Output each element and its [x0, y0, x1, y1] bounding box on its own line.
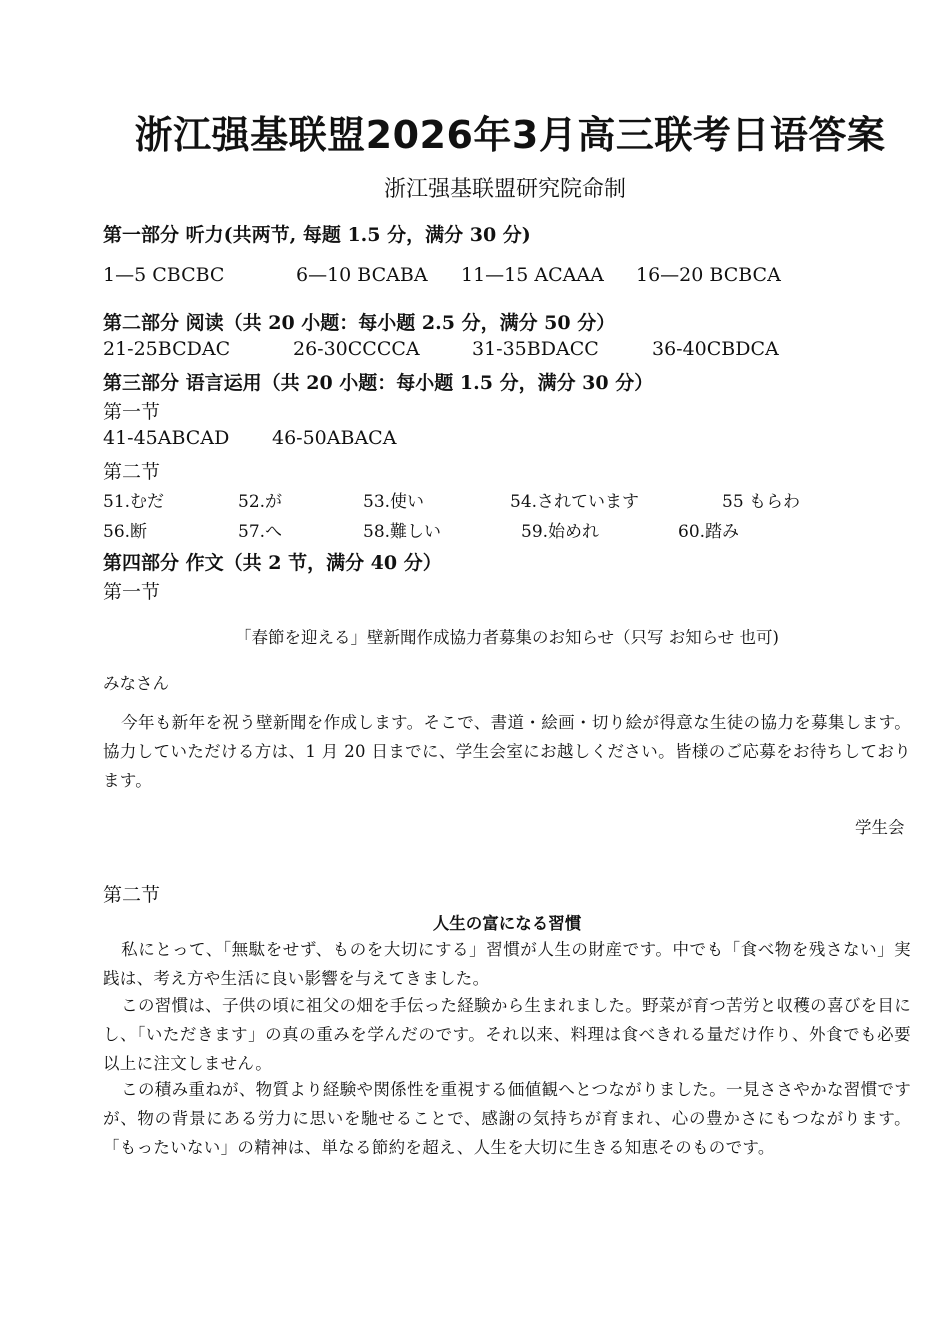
part3-section1-label: 第一节: [103, 401, 161, 423]
essay-title: 人生の富になる習慣: [432, 914, 582, 933]
part3-section2-label: 第二节: [103, 461, 161, 483]
part2-answer: 31-35BDACC: [472, 338, 599, 360]
part3-section2-answer: 52.が: [238, 492, 283, 512]
page-subtitle: 浙江强基联盟研究院命制: [383, 177, 626, 202]
part3-heading: 第三部分 语言运用（共 20 小题：每小题 1.5 分，满分 30 分）: [103, 372, 654, 394]
essay-paragraph: この積み重ねが、物質より経験や関係性を重視する価値観へとつながりました。一見ささやかな習慣ですが、物の背景にある労力に思いを馳せることで、感謝の気持ちが育まれ、心の豊かさにもつながります。「もったいない」の精神は、単なる節約を超え、人生を大切に生きる知恵そのものです。: [103, 1080, 911, 1157]
part1-answer: 1—5 CBCBC: [103, 264, 225, 286]
part3-section2-answer: 58.難しい: [363, 522, 442, 542]
part3-section2-answer: 60.踏み: [678, 522, 740, 542]
notice-body: 今年も新年を祝う壁新聞を作成します。そこで、書道・絵画・切り絵が得意な生徒の協力を募集します。協力していただける方は、1 月 20 日までに、学生会室にお越しください。皆様のご応募をお待ちしております。: [103, 713, 911, 790]
part1-answer: 16—20 BCBCA: [636, 264, 781, 286]
part3-section1-answer: 41-45ABCAD: [103, 427, 230, 449]
notice-signature: 学生会: [855, 818, 905, 837]
part2-answer: 26-30CCCCA: [293, 338, 420, 360]
part3-section2-answer: 55 もらわ: [722, 492, 801, 512]
part1-answer: 11—15 ACAAA: [461, 264, 604, 286]
part1-heading: 第一部分 听力(共两节, 每题 1.5 分，满分 30 分): [103, 224, 531, 246]
part3-section2-answer: 53.使い: [363, 492, 425, 512]
part4-heading: 第四部分 作文（共 2 节，满分 40 分）: [103, 552, 442, 574]
part3-section2-answer: 59.始めれ: [521, 522, 600, 542]
part3-section1-answer: 46-50ABACA: [272, 427, 397, 449]
notice-title: 「春節を迎える」壁新聞作成協力者募集のお知らせ（只写 お知らせ 也可): [235, 628, 779, 647]
part2-answer: 21-25BCDAC: [103, 338, 231, 360]
part4-section2-label: 第二节: [103, 884, 161, 906]
essay-paragraph: この習慣は、子供の頃に祖父の畑を手伝った経験から生まれました。野菜が育つ苦労と収穫の喜びを目にし、「いただきます」の真の重みを学んだのです。それ以来、料理は食べきれる量だけ作り、外食でも必要以上に注文しません。: [103, 996, 911, 1073]
part3-section2-answer: 54.されています: [510, 492, 640, 512]
essay-paragraph: 私にとって、「無駄をせず、ものを大切にする」習慣が人生の財産です。中でも「食べ物を残さない」実践は、考え方や生活に良い影響を与えてきました。: [103, 940, 911, 988]
page-title: 浙江强基联盟2026年3月高三联考日语答案: [134, 113, 886, 157]
part1-answer: 6—10 BCABA: [296, 264, 428, 286]
part2-heading: 第二部分 阅读（共 20 小题：每小题 2.5 分，满分 50 分）: [103, 312, 616, 334]
part2-answer: 36-40CBDCA: [652, 338, 779, 360]
part3-section2-answer: 51.むだ: [103, 492, 165, 512]
part3-section2-answer: 56.断: [103, 522, 148, 542]
part3-section2-answer: 57.へ: [238, 522, 283, 542]
notice-greeting: みなさん: [103, 674, 169, 693]
part4-section1-label: 第一节: [103, 581, 161, 603]
